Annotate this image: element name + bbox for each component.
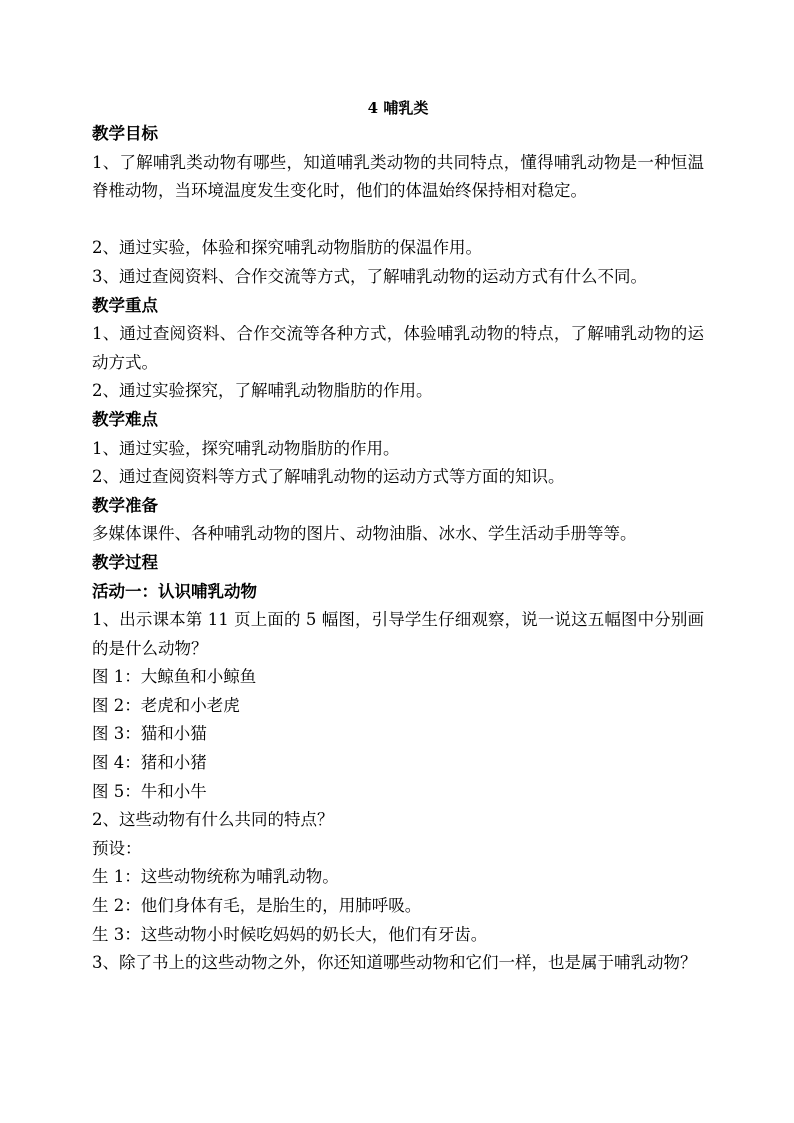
section-heading-goals: 教学目标 — [92, 124, 158, 143]
activity-1-item-1: 1、出示课本第 11 页上面的 5 幅图，引导学生仔细观察，说一说这五幅图中分别画的是什么动物？ — [92, 610, 704, 658]
key-point-item-1: 1、通过查阅资料、合作交流等各种方式，体验哺乳动物的特点，了解哺乳动物的运动方式。 — [92, 324, 704, 372]
picture-item-2: 图 2：老虎和小老虎 — [92, 695, 240, 715]
section-heading-process: 教学过程 — [92, 552, 158, 572]
preparation-item-1: 多媒体课件、各种哺乳动物的图片、动物油脂、冰水、学生活动手册等等。 — [92, 524, 637, 544]
picture-item-3: 图 3：猫和小猫 — [92, 724, 207, 744]
goal-item-1: 1、了解哺乳类动物有哪些，知道哺乳类动物的共同特点，懂得哺乳动物是一种恒温脊椎动物，当环境温度发生变化时，他们的体温始终保持相对稳定。 — [92, 152, 704, 201]
student-answer-3: 生 3：这些动物小时候吃妈妈的奶长大，他们有牙齿。 — [92, 924, 488, 944]
activity-1-heading: 活动一：认识哺乳动物 — [92, 581, 257, 601]
picture-item-5: 图 5：牛和小牛 — [92, 781, 207, 801]
preset-label: 预设： — [92, 838, 142, 858]
picture-item-4: 图 4：猪和小猪 — [92, 753, 207, 773]
activity-1-item-2: 2、这些动物有什么共同的特点？ — [92, 810, 334, 830]
key-point-item-2: 2、通过实验探究，了解哺乳动物脂肪的作用。 — [92, 381, 433, 401]
document-page — [92, 96, 704, 1006]
document-title: 4 哺乳类 — [367, 99, 429, 117]
student-answer-2: 生 2：他们身体有毛，是胎生的，用肺呼吸。 — [92, 896, 422, 916]
section-heading-key-points: 教学重点 — [92, 295, 158, 315]
goal-item-2: 2、通过实验，体验和探究哺乳动物脂肪的保温作用。 — [92, 238, 482, 258]
difficulty-item-2: 2、通过查阅资料等方式了解哺乳动物的运动方式等方面的知识。 — [92, 467, 565, 487]
activity-1-item-3: 3、除了书上的这些动物之外，你还知道哪些动物和它们一样，也是属于哺乳动物？ — [92, 953, 697, 973]
picture-item-1: 图 1：大鲸鱼和小鲸鱼 — [92, 667, 257, 687]
difficulty-item-1: 1、通过实验，探究哺乳动物脂肪的作用。 — [92, 438, 400, 458]
goal-item-3: 3、通过查阅资料、合作交流等方式，了解哺乳动物的运动方式有什么不同。 — [92, 266, 647, 286]
section-heading-preparation: 教学准备 — [92, 495, 158, 515]
section-heading-difficulties: 教学难点 — [92, 409, 158, 429]
student-answer-1: 生 1：这些动物统称为哺乳动物。 — [92, 867, 339, 887]
